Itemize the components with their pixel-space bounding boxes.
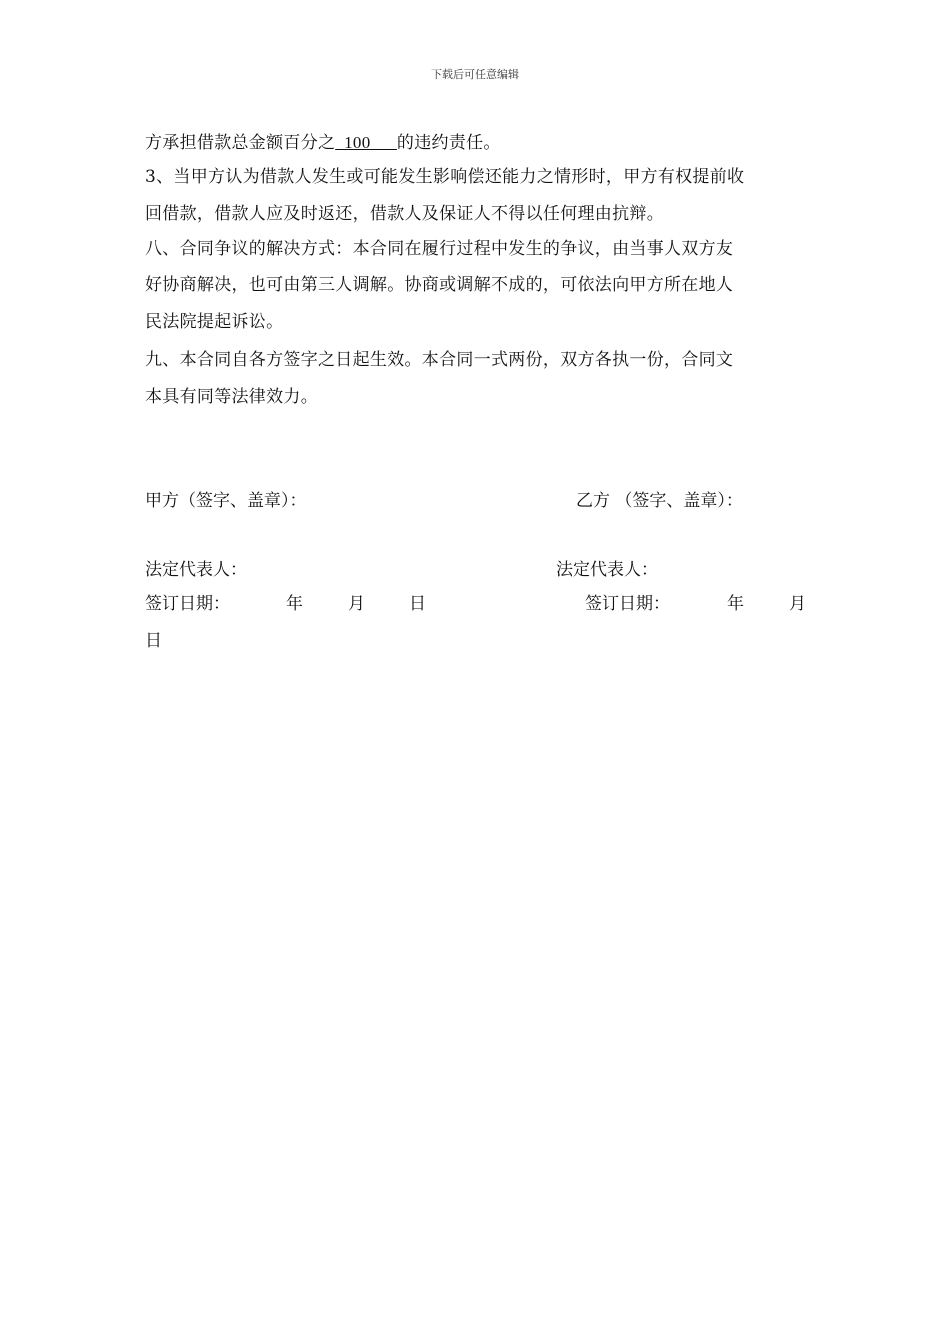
contract-line-1 — [145, 128, 501, 153]
party-a-day-label: 日 — [409, 594, 426, 614]
party-b-year-label: 年 — [727, 594, 744, 614]
party-a-date-label: 签订日期： — [145, 594, 230, 614]
line1-prefix: 方承担借款总金额百分之 — [145, 133, 336, 153]
party-a-year-label: 年 — [286, 594, 303, 614]
contract-line-7: 九、本合同自各方签字之日起生效。本合同一式两份，双方各执一份，合同文 — [145, 350, 734, 370]
contract-line-4: 八、合同争议的解决方式：本合同在履行过程中发生的争议，由当事人双方友 — [145, 239, 734, 259]
party-b-representative-label: 法定代表人： — [556, 560, 658, 580]
percentage-blank: _100___ — [335, 133, 397, 152]
party-b-signature-label: 乙方 （签字、盖章）： — [576, 491, 743, 511]
line1-suffix: 的违约责任。 — [396, 133, 501, 153]
party-a-representative-label: 法定代表人： — [145, 560, 247, 580]
contract-line-3: 回借款，借款人应及时返还，借款人及保证人不得以任何理由抗辩。 — [145, 204, 664, 224]
contract-line-2: 3、当甲方认为借款人发生或可能发生影响偿还能力之情形时，甲方有权提前收 — [145, 167, 745, 187]
party-a-signature-label: 甲方（签字、盖章）： — [145, 491, 307, 511]
contract-line-5: 好协商解决，也可由第三人调解。协商或调解不成的，可依法向甲方所在地人 — [145, 275, 734, 295]
contract-line-6: 民法院提起诉讼。 — [145, 312, 284, 332]
party-b-date-label: 签订日期： — [585, 594, 670, 614]
party-b-day-label: 日 — [145, 631, 162, 651]
party-b-month-label: 月 — [789, 594, 806, 614]
party-a-month-label: 月 — [348, 594, 365, 614]
contract-line-8: 本具有同等法律效力。 — [145, 387, 318, 407]
header-note: 下载后可任意编辑 — [431, 68, 519, 81]
